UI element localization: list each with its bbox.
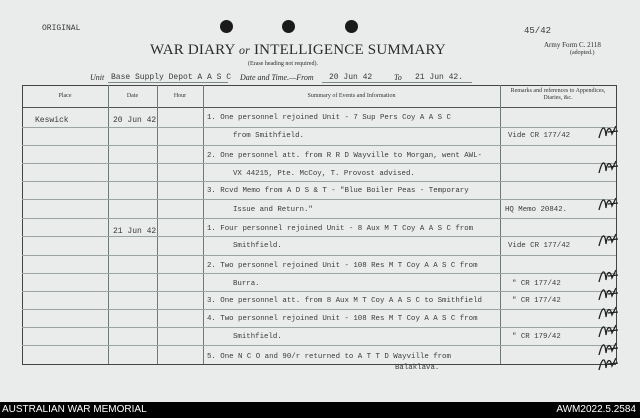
page-title: [150, 42, 446, 59]
row-rule: [22, 273, 616, 274]
table-bottom-border: [22, 364, 616, 365]
footer-institution: AUSTRALIAN WAR MEMORIAL: [2, 404, 147, 415]
title-war-diary: WAR DIARY: [150, 42, 235, 58]
summary-line: Smithfield.: [233, 333, 282, 341]
column-header-place: Place: [58, 93, 72, 99]
date-underline: [322, 82, 472, 83]
title-or: or: [238, 43, 251, 57]
row-rule: [22, 345, 616, 346]
summary-line: 2. Two personnel rejoined Unit - 108 Res M T Coy A A S C from: [207, 262, 478, 270]
unit-label: Unit: [90, 73, 105, 82]
initials-mark: [596, 321, 622, 341]
remark-entry: HQ Memo 20842.: [505, 206, 568, 214]
column-header-summary: Summary of Events and Information: [307, 93, 396, 99]
row-rule: [22, 145, 616, 146]
row-rule: [22, 181, 616, 182]
summary-line: 3. One personnel att. from 8 Aux M T Coy A A S C to Smithfield: [207, 297, 482, 305]
summary-line: Issue and Return.": [233, 206, 313, 214]
remark-entry: " CR 177/42: [512, 297, 561, 305]
date-to: 21 Jun 42.: [415, 73, 464, 82]
initials-mark: [596, 284, 622, 304]
form-adopted-note: (adopted.): [570, 50, 595, 56]
row-rule: [22, 327, 616, 328]
punch-hole: [282, 20, 295, 33]
initials-mark: [596, 157, 622, 177]
date-time-label: Date and Time.—From: [240, 73, 314, 82]
reference-number: 45/42: [524, 26, 552, 36]
remark-entry: Vide CR 177/42: [508, 132, 571, 140]
initials-mark: [596, 230, 622, 250]
row-rule: [22, 309, 616, 310]
row-rule: [22, 163, 616, 164]
summary-line: VX 44215, Pte. McCoy, T. Provost advised.: [233, 170, 415, 178]
initials-mark: [596, 354, 622, 374]
title-intelligence-summary: INTELLIGENCE SUMMARY: [253, 42, 446, 58]
column-header-remarks: Remarks and references to Appendices, Diaries, &c.: [510, 88, 606, 101]
initials-mark: [596, 122, 622, 142]
row-rule: [22, 291, 616, 292]
summary-line: 5. One N C O and 90/r returned to A T T D Wayville from: [207, 353, 451, 361]
table-header-divider: [22, 107, 616, 108]
place-entry: Keswick: [35, 116, 69, 125]
punch-hole: [220, 20, 233, 33]
initials-mark: [596, 266, 622, 286]
row-rule: [22, 218, 616, 219]
date-entry: 20 Jun 42: [113, 116, 157, 125]
original-stamp: ORIGINAL: [42, 24, 81, 33]
initials-mark: [596, 303, 622, 323]
row-rule: [22, 199, 616, 200]
summary-line: Smithfield.: [233, 242, 282, 250]
column-header-date: Date: [126, 93, 139, 99]
date-entry: 21 Jun 42: [113, 227, 157, 236]
title-subtitle: (Erase heading not required).: [248, 61, 318, 67]
summary-line: 2. One personnel att. from R R D Wayville to Morgan, went AWL-: [207, 152, 482, 160]
row-rule: [22, 255, 616, 256]
army-form-reference: Army Form C. 2118: [544, 41, 601, 49]
unit-underline: [108, 82, 228, 83]
punch-hole: [345, 20, 358, 33]
summary-line: from Smithfield.: [233, 132, 304, 140]
archive-footer: [0, 402, 640, 418]
row-rule: [22, 127, 616, 128]
remark-entry: Vide CR 177/42: [508, 242, 571, 250]
summary-line: Burra.: [233, 280, 260, 288]
footer-accession-number: AWM2022.5.2584: [556, 404, 636, 415]
remark-entry: " CR 177/42: [512, 280, 561, 288]
column-header-hour: Hour: [173, 93, 187, 99]
remark-entry: " CR 179/42: [512, 333, 561, 341]
summary-line: 4. Two personnel rejoined Unit - 108 Res M T Coy A A S C from: [207, 315, 478, 323]
summary-line: 1. Four personnel rejoined Unit - 8 Aux M T Coy A A S C from: [207, 225, 474, 233]
summary-line: 1. One personnel rejoined Unit - 7 Sup Pers Coy A A S C: [207, 114, 451, 122]
row-rule: [22, 236, 616, 237]
summary-line: Balaklava.: [395, 364, 440, 372]
unit-value: Base Supply Depot A A S C: [111, 73, 232, 82]
date-from: 20 Jun 42: [329, 73, 373, 82]
to-label: To: [394, 73, 402, 82]
initials-mark: [596, 194, 622, 214]
table-top-border: [22, 85, 616, 86]
summary-line: 3. Rcvd Memo from A D S & T - "Blue Boiler Peas - Temporary: [207, 187, 469, 195]
